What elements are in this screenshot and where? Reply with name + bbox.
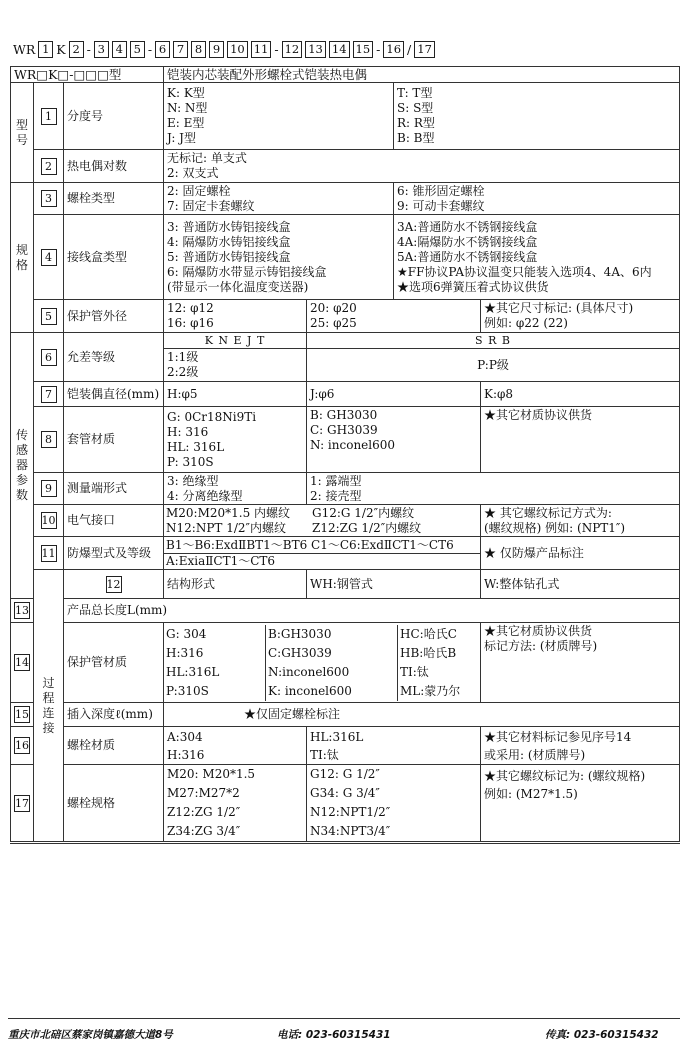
row-number: 3 [41,190,57,207]
table-row [11,623,680,703]
option-cell: ★仅固定螺栓标注 [164,703,680,727]
note-cell: ★其它螺纹标记为: (螺纹规格) 例如: (M27*1.5) [481,765,680,843]
row-number: 14 [15,656,29,669]
option-cell: 3: 绝缘型 4: 分离绝缘型 [164,473,307,505]
footer-address: 重庆市北碚区蔡家岗镇嘉德大道8号 [8,1029,173,1041]
table-row [11,300,680,333]
row-number: 17 [15,796,29,810]
option-cell: P:P级 [307,349,680,382]
option-cell: A:304 H:316 [164,727,307,765]
header-row [11,67,680,83]
option-cell: 12: φ12 16: φ16 [164,300,307,333]
section-process: 过 程 连 接 [34,570,64,843]
table-row [11,727,680,765]
row-label: 保护管外径 [64,300,164,333]
option-cell: HL:316L TI:钛 [307,727,481,765]
row-number: 16 [15,739,29,752]
table-row [11,703,680,727]
footer-phone: 电话: 023-60315431 [277,1029,391,1041]
option-cell: 6: 锥形固定螺栓 9: 可动卡套螺纹 [394,183,680,215]
option-cell: 1: 露端型 2: 接壳型 [307,473,680,505]
footer-fax: 传真: 023-60315432 [545,1029,659,1041]
option-cell: 1:1级 2:2级 [164,349,307,382]
row-label: 接线盒类型 [64,215,164,300]
code-position-box: 10 [227,41,248,58]
code-position-box: 2 [69,41,84,58]
option-cell: J:φ6 [307,382,481,407]
table-row [11,599,680,623]
table-row [11,382,680,407]
row-label: 套管材质 [64,407,164,473]
row-label: 热电偶对数 [64,150,164,183]
row-number: 8 [41,431,57,448]
table-row [11,765,680,843]
code-text: - [274,41,279,57]
row-number: 15 [15,708,29,721]
option-cell: T: T型 S: S型 R: R型 B: B型 [394,83,680,150]
grade-header: S R B [307,333,680,349]
table-row [11,473,680,505]
row-label: 电气接口 [64,505,164,537]
row-number: 12 [106,577,121,591]
grade-header: K N E J T [164,333,307,349]
note-cell: ★其它材料标记参见序号14 或采用: (材质牌号) [481,727,680,765]
option-cell: K:φ8 [481,382,680,407]
option-cell: B1～B6:ExdⅡBT1～BT6 C1～C6:ExdⅡCT1～CT6 A:ExiaⅡCT1～CT6 [164,537,481,570]
row-label: 螺栓类型 [64,183,164,215]
row-label: 插入深度ℓ(mm) [64,703,164,727]
note-cell: ★其它尺寸标记: (具体尺寸) 例如: φ22 (22) [481,300,680,333]
table-row [11,333,680,349]
row-number: 2 [41,158,57,175]
code-text: - [147,41,153,57]
code-position-box: 3 [94,41,109,58]
option-cell: H:φ5 [164,382,307,407]
row-number: 1 [41,108,57,125]
row-number: 4 [41,249,57,266]
row-number: 9 [41,480,57,497]
table-row [11,83,680,150]
table-row [11,150,680,183]
code-position-box: 16 [383,41,404,58]
row-label: 螺栓规格 [64,765,164,843]
option-cell: 20: φ20 25: φ25 [307,300,481,333]
row-label: 螺栓材质 [64,727,164,765]
code-text: K [56,41,66,57]
code-position-box: 1 [38,41,53,58]
footer [8,1018,680,1041]
code-position-box: 8 [191,41,206,58]
code-position-box: 13 [305,41,326,58]
note-cell: ★ 其它螺纹标记方式为: (螺纹规格) 例如: (NPT1″) [481,505,680,537]
table-row [11,183,680,215]
note-cell: ★其它材质协议供货 标记方法: (材质牌号) [481,623,680,703]
option-cell: 2: 固定螺栓 7: 固定卡套螺纹 [164,183,394,215]
option-cell: G: 304 H:316 HL:316L P:310S B:GH3030 C:GH3039 N:inconel600 K: inconel600 HC:哈氏C HB:哈氏B TI:钛 ML:蒙乃尔 [164,623,481,703]
table-row [11,505,680,537]
code-position-box: 7 [173,41,188,58]
table-row [11,570,680,599]
option-cell: 3: 普通防水铸铝接线盒 4: 隔爆防水铸铝接线盒 5: 普通防水铸铝接线盒 6: 隔爆防水带显示铸铝接线盒 (带显示一体化温度变送器) [164,215,394,300]
option-cell: G: 0Cr18Ni9Ti H: 316 HL: 316L P: 310S [164,407,307,473]
table-title: 铠装内芯装配外形螺栓式铠装热电偶 [164,67,680,83]
table-row [11,537,680,570]
code-position-box: 5 [130,41,145,58]
row-label: 防爆型式及等级 [64,537,164,570]
row-label: 铠装偶直径(mm) [64,382,164,407]
code-position-box: 9 [209,41,224,58]
note-cell: ★ 仅防爆产品标注 [481,537,680,570]
row-number: 11 [41,546,56,560]
option-cell: B: GH3030 C: GH3039 N: inconel600 [307,407,481,473]
table-row [11,215,680,300]
code-position-box: 15 [353,41,374,58]
code-text: - [376,41,381,57]
option-cell: 3A:普通防水不锈钢接线盒 4A:隔爆防水不锈钢接线盒 5A:普通防水不锈钢接线盒 ★FF协议PA协议温变只能装入选项4、4A、6内 ★选项6弹簧压着式协议供货 [394,215,680,300]
row-label: 测量端形式 [64,473,164,505]
row-number: 6 [41,349,57,366]
row-label: 产品总长度L(mm) [64,599,680,623]
model-code-line [11,40,436,58]
code-position-box: 4 [112,41,127,58]
row-label: 结构形式 [164,570,307,599]
option-cell: M20:M20*1.5 内螺纹 G12:G 1/2″内螺纹 N12:NPT 1/2″内螺纹 Z12:ZG 1/2″内螺纹 [164,505,481,537]
note-cell: ★其它材质协议供货 [481,407,680,473]
row-label: 允差等级 [64,333,164,382]
code-text: WR [13,41,36,57]
row-number: 5 [41,308,57,325]
spec-table [10,66,680,844]
code-text: - [86,41,91,57]
table-row [11,407,680,473]
code-position-box: 17 [414,41,435,58]
model-header: WR□K□-□□□型 [11,67,164,83]
code-position-box: 6 [155,41,170,58]
row-number: 10 [41,514,56,527]
row-number: 7 [41,386,57,403]
row-number: 13 [15,604,29,617]
code-text: / [407,41,412,57]
row-label: 分度号 [64,83,164,150]
section-model: 型 号 [11,83,34,183]
option-cell: M20: M20*1.5 M27:M27*2 Z12:ZG 1/2″ Z34:ZG 3/4″ [164,765,307,843]
row-label: 保护管材质 [64,623,164,703]
code-position-box: 14 [329,41,350,58]
option-cell: K: K型 N: N型 E: E型 J: J型 [164,83,394,150]
option-cell: W:整体钻孔式 [481,570,680,599]
code-position-box: 11 [251,41,272,58]
option-cell: 无标记: 单支式 2: 双支式 [164,150,680,183]
code-position-box: 12 [282,41,303,58]
section-spec: 规 格 [11,183,34,333]
section-sensor: 传 感 器 参 数 [11,333,34,599]
option-cell: WH:钢管式 [307,570,481,599]
option-cell: G12: G 1/2″ G34: G 3/4″ N12:NPT1/2″ N34:NPT3/4″ [307,765,481,843]
